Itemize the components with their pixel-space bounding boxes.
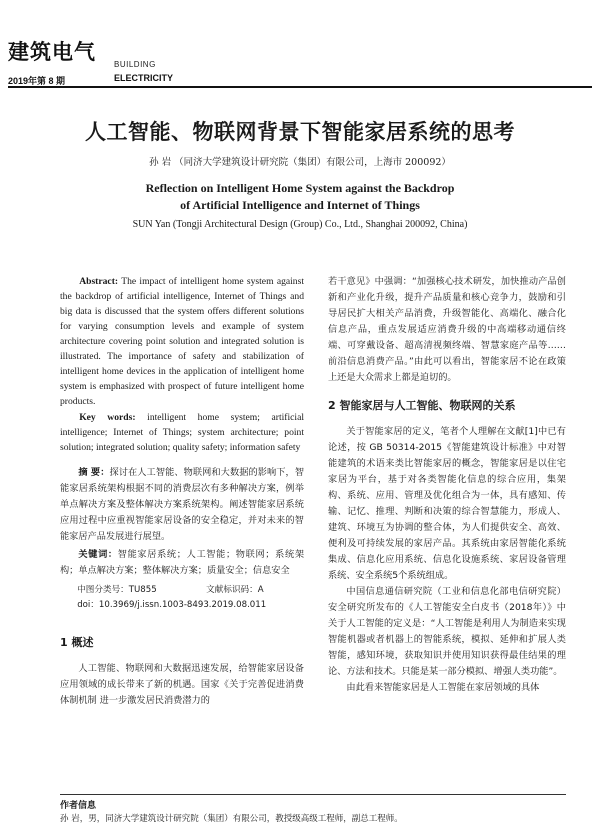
right-paragraph-4: 由此看来智能家居是人工智能在家居领域的具体 bbox=[346, 682, 540, 693]
keywords-en-text: intelligent home system; artificial intelligence; Internet of Things; system architecture; point solution; integrated solution; quality safety; information safety bbox=[60, 412, 304, 453]
abstract-en bbox=[60, 274, 304, 409]
journal-name-en-line2: ELECTRICITY bbox=[114, 73, 174, 83]
keywords-cn-label: 关键词： bbox=[78, 549, 118, 560]
keywords-cn bbox=[60, 547, 304, 579]
keywords-cn-text: 智能家居系统；人工智能；物联网；系统架构；单点解决方案；整体解决方案；质量安全；信息安全 bbox=[60, 549, 305, 576]
issue-number: 2019年第 8 期 bbox=[8, 76, 66, 86]
right-column bbox=[328, 274, 566, 696]
section1-heading: 1 概述 bbox=[60, 636, 94, 649]
left-column bbox=[60, 274, 304, 709]
journal-logo-cn: 建筑电气 bbox=[8, 39, 96, 64]
doi: doi：10.3969/j.issn.1003-8493.2019.08.011 bbox=[77, 600, 267, 610]
footer-rule bbox=[60, 794, 566, 795]
right-paragraph-3: 中国信息通信研究院（工业和信息化部电信研究院）安全研究所发布的《人工智能安全白皮书（2018年）》中关于人工智能的定义是：“人工智能是利用人为制造来实现智能机器或者机器上的智能系统，模拟、延伸和扩展人类智能，感知环境，获取知识并使用知识获得最佳结果的理论、方法和技术。只能是某一部分模拟、增强人类功能”。 bbox=[328, 586, 566, 677]
author-affiliation-cn: 孙 岩 （同济大学建筑设计研究院（集团）有限公司，上海市 200092） bbox=[149, 157, 451, 168]
author-info-title: 作者信息 bbox=[60, 801, 97, 811]
abstract-en-text: The impact of intelligent home system against the backdrop of artificial intelligence, Internet of Things and big data is discussed that the system offers different solutions for varying consumption levels and example of system architecture covering point solution and integrated solution is illustrated. The importance of safety and stabilization of intelligent home devices in the application of intelligent home system is emphasized with prospect of future intelligent home products. bbox=[60, 276, 304, 407]
section2-heading: 2 智能家居与人工智能、物联网的关系 bbox=[328, 399, 516, 412]
right-paragraph-2: 关于智能家居的定义，笔者个人理解在文献[1]中已有论述，按 GB 50314-2015《智能建筑设计标准》中对智能建筑的术语来类比智能家居的概念，智能家居是以住宅家居为平台，基于对各类智能化信息的综合应用，集架构、系统、应用、管理及优化组合为一体，具有感知、传输、记忆、推理、判断和决策的综合智慧能力，形成人、建筑、环境互为协调的整合体，为人们提供安全、高效、便利及可持续发展的家居产品。其系统由家居智能化系统集成、信息化应用系统、信息化设施系统、家居设备管理系统、安全系统5个系统组成。 bbox=[328, 426, 566, 581]
author-affiliation-en: SUN Yan (Tongji Architectural Design (Group) Co., Ltd., Shanghai 200092, China) bbox=[132, 219, 468, 230]
journal-name-en-line1: BUILDING bbox=[114, 60, 156, 69]
keywords-en-label: Key words: bbox=[79, 412, 136, 423]
classification bbox=[60, 583, 304, 598]
abstract-cn-label: 摘 要： bbox=[78, 467, 110, 478]
header-rule bbox=[8, 86, 592, 88]
section1-paragraph: 人工智能、物联网和大数据迅速发展，给智能家居设备应用领域的成长带来了新的机遇。国家《关于完善促进消费体制机制 进一步激发居民消费潜力的 bbox=[60, 663, 304, 706]
paper-title-en bbox=[0, 180, 600, 214]
right-paragraph-1: 若干意见》中强调：“加强核心技术研发，加快推动产品创新和产业化升级，提升产品质量和核心竞争力，鼓励和引导居民扩大相关产品消费，升级智能化、高端化、融合化信息产品，重点发展适应消费升级的中高端移动通信终端、可穿戴设备、超高清视频终端、智慧家庭产品等……前沿信息消费产品。”由此可以看出，智能家居不论在政策上还是大众需求上都是迫切的。 bbox=[328, 276, 566, 383]
paper-title-en-line2: of Artificial Intelligence and Internet of Things bbox=[180, 198, 420, 212]
paper-title-en-line1: Reflection on Intelligent Home System against the Backdrop bbox=[145, 181, 455, 195]
clc-number: 中图分类号：TU855 bbox=[77, 585, 157, 595]
abstract-en-label: Abstract: bbox=[79, 276, 119, 287]
paper-title-cn: 人工智能、物联网背景下智能家居系统的思考 bbox=[85, 119, 515, 144]
abstract-cn bbox=[60, 465, 304, 545]
keywords-en bbox=[60, 410, 304, 455]
document-code: 文献标识码：A bbox=[206, 585, 264, 595]
abstract-cn-text: 探讨在人工智能、物联网和大数据的影响下，智能家居系统架构根据不同的消费层次有多种解决方案，例举单点解决方案及整体解决方案系统架构。阐述智能家居系统应用过程中应重视智能家居设备的安全稳定，并对未来的智能家居产品发展进行展望。 bbox=[60, 467, 305, 542]
author-info-text: 孙 岩，男，同济大学建筑设计研究院（集团）有限公司，教授级高级工程师，副总工程师。 bbox=[60, 814, 403, 824]
